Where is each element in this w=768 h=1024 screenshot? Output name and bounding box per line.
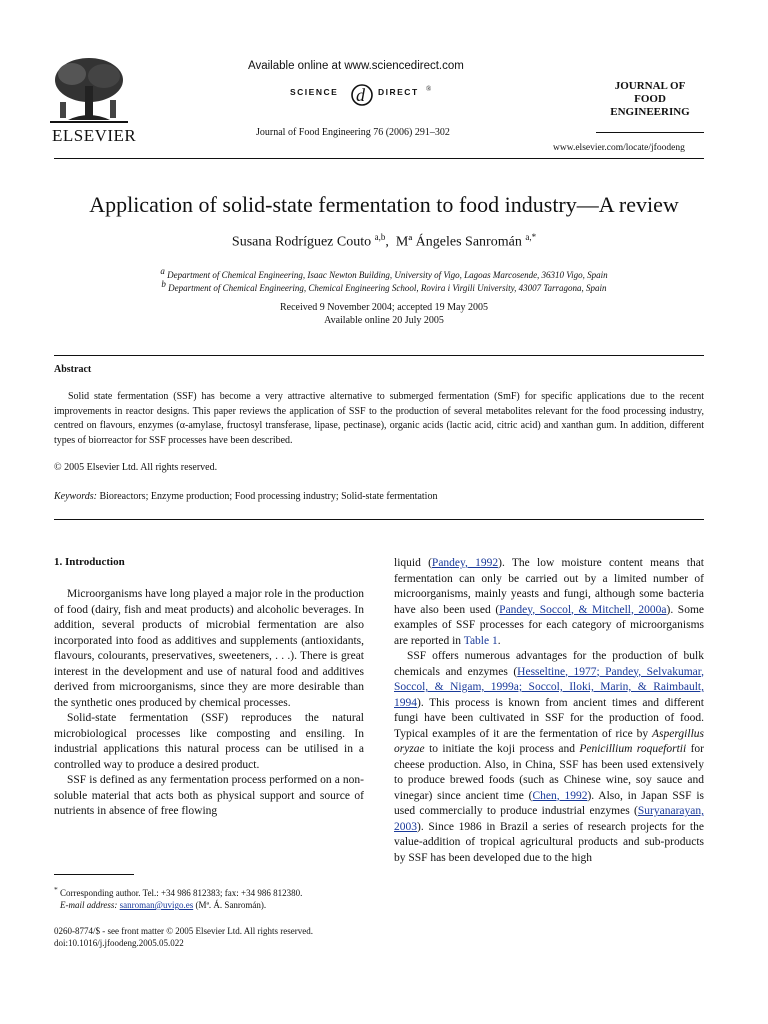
journal-url-link[interactable]: www.elsevier.com/locate/jfoodeng xyxy=(553,143,685,153)
journal-name xyxy=(596,80,704,119)
issn-block xyxy=(54,925,374,949)
affiliation-text: Department of Chemical Engineering, Isaac Newton Building, University of Vigo, Lagoas Marcosende, 36310 Vigo, Spain xyxy=(167,270,608,280)
abstract-bottom-rule xyxy=(54,519,704,520)
footnote-corresponding xyxy=(54,884,374,899)
publisher-name: ELSEVIER xyxy=(52,126,137,145)
text-run: ). This process is known from ancient times and different fungi have been cultivated in SSF for the production of food. Typical examples of it are the fermentation of rice by xyxy=(394,696,704,740)
sciencedirect-logo[interactable] xyxy=(290,80,440,108)
citation-link[interactable]: Pandey, 1992 xyxy=(431,557,499,569)
footnote-rule xyxy=(54,874,134,875)
table-link[interactable]: Table 1 xyxy=(463,634,498,647)
journal-name-line: ENGINEERING xyxy=(610,106,690,118)
paragraph: Microorganisms have long played a major role in the production of food (dairy, fish and meat products) and alcoholic beverages. In addition, several products of microbial fermentation are also incorporated into food as additives and supplements (antioxidants, flavours, colourants, preservatives, sweeteners, . . .). There is great interest in the development and use of natural food and additives derived from microorganisms, since they are more desirable than the synthetic ones produced by chemical processes. xyxy=(54,588,364,709)
keywords-label: Keywords: xyxy=(54,491,97,502)
footnote-mark: * xyxy=(54,885,58,894)
received-dates: Received 9 November 2004; accepted 19 May 2005 xyxy=(280,302,488,313)
email-link[interactable]: sanroman@uvigo.es xyxy=(119,900,194,910)
author-name: Mª Ángeles Sanromán xyxy=(395,234,522,250)
paragraph xyxy=(394,649,704,866)
text-run: ). The low moisture content means that fermentation can only be carried out by a limited number of microorganisms, mainly yeasts and fungi, although some bacteria have also been used ( xyxy=(394,557,704,616)
author-affil-marks: a,b xyxy=(374,232,386,242)
species-name: Aspergillus oryzae xyxy=(394,727,704,755)
text-run: SSF offers numerous advantages for the production of bulk chemicals and enzymes ( xyxy=(394,650,704,678)
right-column xyxy=(394,556,704,866)
article-title: Application of solid-state fermentation to food industry—A review xyxy=(89,192,679,217)
text-run: liquid ( xyxy=(394,557,432,569)
species-name: Penicillium roquefortii xyxy=(579,743,687,755)
citation-link[interactable]: Suryanarayan, 2003 xyxy=(394,805,704,833)
email-label: E-mail address: xyxy=(60,900,118,910)
available-date: Available online 20 July 2005 xyxy=(324,315,444,326)
keywords-line xyxy=(54,491,437,502)
abstract-body: Solid state fermentation (SSF) has become a very attractive alternative to submerged fermentation (SmF) for specific applications due to the recent improvements in reactor designs. This paper reviews the application of SSF to the production of several metabolites relevant for the food processing industry, centred on flavours, enzymes (α-amylase, fructosyl transferase, lipase, pectinase), organic acids (lactic acid, citric acid) and xanthan gum. In addition, different types of biorreactor for SSF processes have been described. xyxy=(54,391,704,446)
text-run: ). Since 1986 in Brazil a series of research projects for the value-addition of tropical agricultural products and sub-products by SSF has been developed due to the high xyxy=(394,820,704,864)
footnote-text: Corresponding author. Tel.: +34 986 812383; fax: +34 986 812380. xyxy=(60,888,303,898)
affiliation-b xyxy=(0,279,768,293)
footnote-email-line xyxy=(54,899,374,911)
email-suffix: (Mª. Á. Sanromán). xyxy=(193,900,267,910)
keywords-list: Bioreactors; Enzyme production; Food processing industry; Solid-state fermentation xyxy=(99,491,438,502)
affiliation-mark: a xyxy=(160,266,165,276)
text-run: . xyxy=(497,634,501,647)
left-column xyxy=(54,587,364,820)
abstract-top-rule xyxy=(54,355,704,356)
abstract-heading: Abstract xyxy=(54,364,92,375)
author-name: Susana Rodríguez Couto xyxy=(231,234,372,250)
authors-line xyxy=(0,232,768,251)
paragraph: Solid-state fermentation (SSF) reproduces the natural microbiological processes like composting and ensiling. In industrial applications this natural process can be utilised in a controlled way to produce a desired product. xyxy=(54,712,364,771)
section-heading: 1. Introduction xyxy=(54,556,125,568)
affiliation-text: Department of Chemical Engineering, Chemical Engineering School, Rovira i Virgili University, 43007 Tarragona, Spain xyxy=(168,283,607,293)
header-rule xyxy=(54,158,704,159)
citation-link[interactable]: Hesseltine, 1977; Pandey, Selvakumar, Soccol, & Nigam, 1999a; Soccol, Iloki, Marin, & Raimbault, 1994 xyxy=(394,665,704,709)
abstract-copyright: © 2005 Elsevier Ltd. All rights reserved. xyxy=(54,462,218,473)
sciencedirect-d-icon xyxy=(348,80,378,108)
available-online-link[interactable]: Available online at www.sciencedirect.com xyxy=(248,60,464,72)
text-run: to initiate the koji process and xyxy=(424,743,580,755)
text-run: ). Some examples of SSF processes for each category of microorganisms are reported in xyxy=(394,603,705,647)
author-affil-marks: a,* xyxy=(525,232,537,242)
author-separator: , xyxy=(385,234,393,250)
journal-name-rule xyxy=(596,132,704,133)
sciencedirect-right: DIRECT xyxy=(378,87,419,97)
affiliation-mark: b xyxy=(161,279,166,289)
doi-line: doi:10.1016/j.jfoodeng.2005.05.022 xyxy=(54,938,184,948)
sciencedirect-left: SCIENCE xyxy=(290,87,339,97)
registered-mark: ® xyxy=(426,85,432,93)
journal-name-line: JOURNAL OF xyxy=(614,80,686,92)
paragraph xyxy=(394,556,704,649)
text-run: ). Also, in Japan SSF is used commercially to produce industrial enzymes ( xyxy=(394,789,704,817)
journal-citation: Journal of Food Engineering 76 (2006) 291–302 xyxy=(256,127,450,138)
journal-name-line: FOOD xyxy=(634,93,666,105)
citation-link[interactable]: Chen, 1992 xyxy=(532,789,588,802)
paragraph: SSF is defined as any fermentation process performed on a non-soluble material that acts both as physical support and source of nutrients in absence of free flowing xyxy=(54,774,364,817)
issn-line: 0260-8774/$ - see front matter © 2005 Elsevier Ltd. All rights reserved. xyxy=(54,926,314,936)
svg-text:d: d xyxy=(356,85,365,105)
citation-link[interactable]: Pandey, Soccol, & Mitchell, 2000a xyxy=(499,603,667,616)
text-run: for cheese production. Also, in China, SSF has been used extensively to produce brewed foods (such as Chinese wine, soy sauce and vinegar) since ancient time ( xyxy=(394,743,704,802)
affiliation-a xyxy=(0,266,768,280)
footnote xyxy=(54,884,374,911)
